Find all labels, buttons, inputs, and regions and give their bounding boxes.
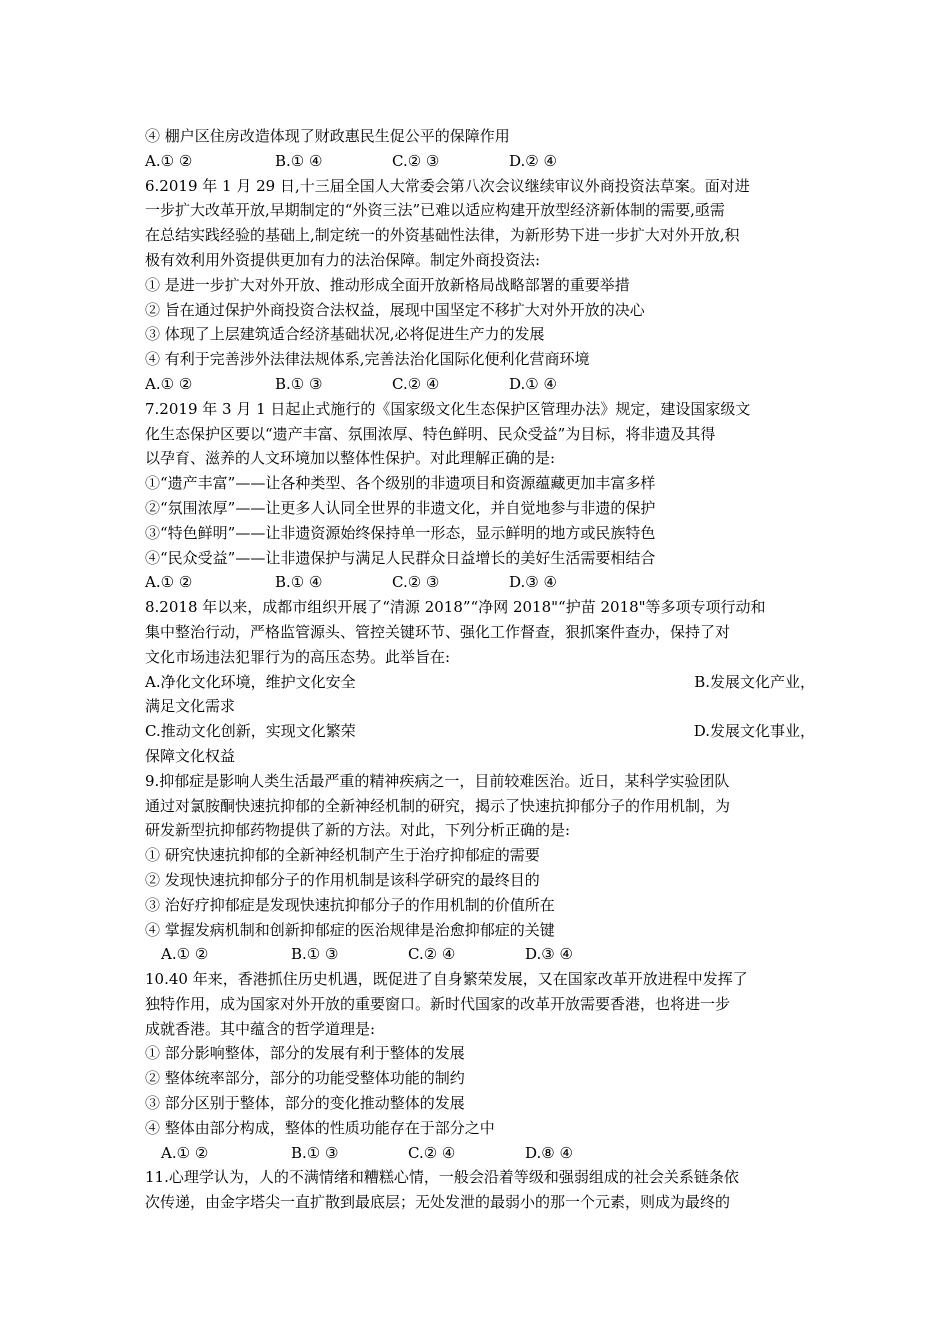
- q6-item-3: ③ 体现了上层建筑适合经济基础状况,必将促进生产力的发展: [145, 325, 545, 344]
- q6-stem-line: 一步扩大改革开放,早期制定的“外资三法”已难以适应构建开放型经济新体制的需要,亟需: [145, 201, 725, 220]
- q5-option-a: A.① ②: [145, 151, 193, 170]
- q7-option-b: B.① ④: [275, 573, 323, 592]
- q6-options: [145, 372, 815, 397]
- q9-option-b: B.① ③: [291, 945, 339, 964]
- q9-stem-line: 通过对氯胺酮快速抗抑郁的全新神经机制的研究，揭示了快速抗抑郁分子的作用机制，为: [145, 796, 731, 815]
- q6-option-a: A.① ②: [145, 374, 193, 393]
- q6-option-b: B.① ③: [275, 374, 323, 393]
- q11-stem-line: 次传递，由金字塔尖一直扩散到最底层；无处发泄的最弱小的那一个元素，则成为最终的: [145, 1193, 731, 1212]
- q7-item-3: ③“特色鲜明”——让非遗资源始终保持单一形态，显示鲜明的地方或民族特色: [145, 523, 656, 542]
- q7-item-1: ①“遗产丰富”——让各种类型、各个级别的非遗项目和资源蕴藏更加丰富多样: [145, 474, 656, 493]
- q7-stem-line: 化生态保护区要以“遗产丰富、氛围浓厚、特色鲜明、民众受益”为目标，将非遗及其得: [145, 424, 716, 443]
- q9-option-a: A.① ②: [161, 945, 209, 964]
- q6-option-c: C.② ④: [392, 374, 440, 393]
- q11-stem-line: 11.心理学认为，人的不满情绪和糟糕心情，一般会沿着等级和强弱组成的社会关系链条依: [145, 1168, 739, 1187]
- q10-item-2: ② 整体统率部分，部分的功能受整体功能的制约: [145, 1069, 465, 1088]
- q10-option-a: A.① ②: [161, 1143, 209, 1162]
- q8-stem-line: 文化市场违法犯罪行为的高压态势。此举旨在:: [145, 647, 451, 666]
- q6-item-1: ① 是进一步扩大对外开放、推动形成全面开放新格局战略部署的重要举措: [145, 275, 630, 294]
- q6-item-4: ④ 有利于完善涉外法律法规体系,完善法治化国际化便利化营商环境: [145, 350, 590, 369]
- q9-item-2: ② 发现快速抗抑郁分子的作用机制是该科学研究的最终目的: [145, 870, 540, 889]
- q6-option-d: D.① ④: [509, 374, 557, 393]
- q9-item-1: ① 研究快速抗抑郁的全新神经机制产生于治疗抑郁症的需要: [145, 846, 540, 865]
- q10-item-4: ④ 整体由部分构成，整体的性质功能存在于部分之中: [145, 1118, 495, 1137]
- q6-stem-line: 6.2019 年 1 月 29 日,十三届全国人大常委会第八次会议继续审议外商投资法草案。面对进: [145, 176, 750, 195]
- q8-stem-line: 集中整治行动，严格监管源头、管控关键环节、强化工作督查，狠抓案件查办，保持了对: [145, 622, 731, 641]
- q7-stem-line: 以孕育、滋养的人文环境加以整体性保护。对此理解正确的是:: [145, 449, 556, 468]
- q7-options: [145, 570, 815, 595]
- q7-item-4: ④“民众受益”——让非遗保护与满足人民群众日益增长的美好生活需要相结合: [145, 548, 656, 567]
- q10-option-b: B.① ③: [291, 1143, 339, 1162]
- q8-option-a: A.净化文化环境，维护文化安全: [145, 672, 356, 691]
- q9-item-4: ④ 掌握发病机制和创新抑郁症的医治规律是治愈抑郁症的关键: [145, 920, 555, 939]
- q5-option-d: D.② ④: [509, 151, 557, 170]
- q9-stem-line: 9.抑郁症是影响人类生活最严重的精神疾病之一，目前较难医治。近日，某科学实验团队: [145, 771, 730, 790]
- q6-item-2: ② 旨在通过保护外商投资合法权益，展现中国坚定不移扩大对外开放的决心: [145, 300, 645, 319]
- q7-option-c: C.② ③: [392, 573, 440, 592]
- q9-option-d: D.③ ④: [525, 945, 573, 964]
- q10-option-d: D.⑧ ④: [525, 1143, 573, 1162]
- q7-item-2: ②“氛围浓厚”——让更多人认同全世界的非遗文化，并自觉地参与非遗的保护: [145, 498, 656, 517]
- q5-item-4: ④ 棚户区住房改造体现了财政惠民生促公平的保障作用: [145, 127, 510, 145]
- q7-option-d: D.③ ④: [509, 573, 557, 592]
- q10-item-1: ① 部分影响整体，部分的发展有利于整体的发展: [145, 1044, 465, 1063]
- q8-option-b: B.发展文化产业，: [694, 672, 815, 691]
- q9-options: [145, 942, 815, 967]
- q8-option-c: C.推动文化创新，实现文化繁荣: [145, 722, 356, 741]
- q10-stem-line: 10.40 年来，香港抓住历史机遇，既促进了自身繁荣发展，又在国家改革开放进程中发挥了: [145, 970, 748, 989]
- q10-stem-line: 独特作用，成为国家对外开放的重要窗口。新时代国家的改革开放需要香港，也将进一步: [145, 994, 731, 1013]
- q10-option-c: C.② ④: [408, 1143, 456, 1162]
- q10-options: [145, 1141, 815, 1166]
- q9-stem-line: 研发新型抗抑郁药物提供了新的方法。对此，下列分析正确的是:: [145, 821, 571, 840]
- q6-stem-line: 极有效利用外资提供更加有力的法治保障。制定外商投资法:: [145, 250, 541, 269]
- q8-option-d-cont: 保障文化权益: [145, 746, 236, 765]
- q5-options: [145, 149, 815, 174]
- q5-option-b: B.① ④: [275, 151, 323, 170]
- q8-options-row-1: [145, 670, 815, 695]
- q8-stem-line: 8.2018 年以来，成都市组织开展了“清源 2018”“净网 2018"“护苗 2018"等多项专项行动和: [145, 598, 766, 617]
- q6-stem-line: 在总结实践经验的基础上,制定统一的外资基础性法律，为新形势下进一步扩大对外开放,积: [145, 226, 740, 245]
- q7-stem-line: 7.2019 年 3 月 1 日起止式施行的《国家级文化生态保护区管理办法》规定，建设国家级文: [145, 399, 751, 418]
- q8-options-row-2: [145, 719, 815, 744]
- q10-item-3: ③ 部分区别于整体，部分的变化推动整体的发展: [145, 1094, 465, 1113]
- q8-option-b-cont: 满足文化需求: [145, 697, 236, 716]
- exam-content: [145, 124, 815, 1215]
- q7-option-a: A.① ②: [145, 573, 193, 592]
- q9-item-3: ③ 治好疗抑郁症是发现快速抗抑郁分子的作用机制的价值所在: [145, 895, 555, 914]
- q10-stem-line: 成就香港。其中蕴含的哲学道理是:: [145, 1019, 376, 1038]
- q9-option-c: C.② ④: [408, 945, 456, 964]
- q5-option-c: C.② ③: [392, 151, 440, 170]
- q8-option-d: D.发展文化事业，: [693, 722, 815, 741]
